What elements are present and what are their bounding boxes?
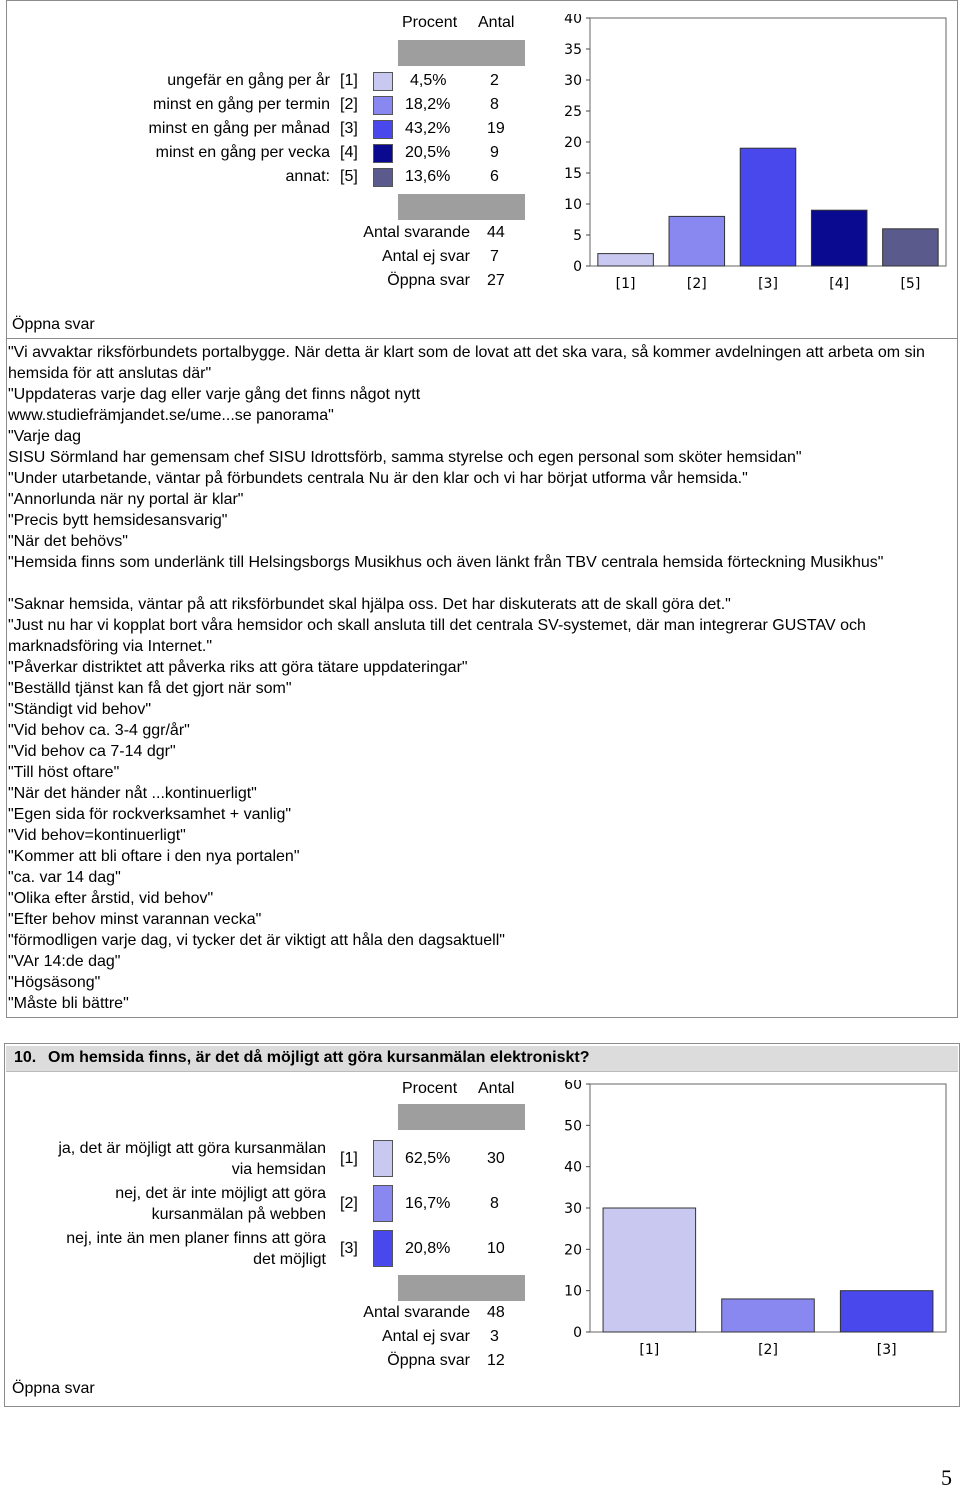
y-tick-label: 5 — [573, 228, 582, 244]
procent-header: Procent — [402, 14, 458, 31]
y-tick-label: 40 — [564, 14, 582, 27]
open-answer: "När det händer nåt ...kontinuerligt" — [8, 785, 257, 802]
open-answer: "ca. var 14 dag" — [8, 869, 121, 886]
option-percent: 18,2% — [405, 96, 451, 113]
antal-header: Antal — [478, 1080, 515, 1097]
open-answer: www.studiefrämjandet.se/ume...se panorama" — [8, 407, 334, 424]
summary-value: 12 — [487, 1352, 505, 1369]
x-tick-label: [3] — [758, 276, 778, 292]
open-answer: "Påverkar distriktet att påverka riks att göra tätare uppdateringar" — [8, 659, 468, 676]
y-tick-label: 30 — [564, 73, 582, 89]
open-answer: "Måste bli bättre" — [8, 995, 129, 1012]
option-label: nej, det är inte möjligt att göra kursanmälan på webben — [115, 1185, 326, 1223]
y-tick-label: 40 — [564, 1159, 582, 1176]
bar — [598, 254, 654, 266]
color-swatch — [373, 144, 393, 163]
option-count: 19 — [487, 120, 505, 137]
color-swatch — [373, 96, 393, 115]
option-code: [2] — [340, 1195, 358, 1212]
bar — [840, 1291, 933, 1332]
y-tick-label: 10 — [564, 197, 582, 213]
table-top-bar — [398, 40, 525, 66]
y-tick-label: 50 — [564, 1118, 582, 1135]
antal-header: Antal — [478, 14, 515, 31]
x-tick-label: [4] — [829, 276, 850, 292]
summary-value: 27 — [487, 272, 505, 289]
open-answer: "När det behövs" — [8, 533, 128, 550]
open-answer: "förmodligen varje dag, vi tycker det är viktigt att håla den dagsaktuell" — [8, 932, 505, 949]
option-percent: 20,5% — [405, 144, 451, 161]
open-answer: "Vid behov ca. 3-4 ggr/år" — [8, 722, 190, 739]
open-answer: "Just nu har vi kopplat bort våra hemsidor och skall ansluta till det centrala SV-systemet, där man integrerar GUSTAV och marknadsföring via Internet." — [8, 617, 866, 655]
option-count: 8 — [490, 96, 499, 113]
x-tick-label: [1] — [615, 276, 636, 292]
color-swatch — [373, 120, 393, 139]
y-tick-label: 0 — [573, 1325, 582, 1341]
bar — [603, 1208, 696, 1332]
bar — [883, 229, 939, 266]
y-tick-label: 10 — [564, 1283, 582, 1300]
open-answer: "Högsäsong" — [8, 974, 101, 991]
x-tick-label: [2] — [758, 1342, 778, 1358]
option-count: 9 — [490, 144, 499, 161]
option-percent: 62,5% — [405, 1150, 451, 1167]
option-code: [5] — [340, 168, 358, 185]
table-bottom-bar — [398, 194, 525, 220]
open-answer: SISU Sörmland har gemensam chef SISU Idrottsförb, samma styrelse och egen personal som sköter hemsidan" — [8, 449, 802, 466]
y-tick-label: 20 — [564, 1242, 582, 1259]
option-label: annat: — [285, 168, 330, 185]
y-tick-label: 25 — [564, 104, 582, 120]
open-answers-title: Öppna svar — [12, 316, 95, 333]
bar — [811, 210, 867, 266]
question-10-header — [6, 1046, 958, 1072]
option-count: 30 — [487, 1150, 505, 1167]
option-code: [3] — [340, 120, 358, 137]
bar — [669, 216, 725, 266]
summary-value: 48 — [487, 1304, 505, 1321]
summary-label: Antal ej svar — [381, 248, 470, 265]
summary-label: Antal ej svar — [381, 1328, 470, 1345]
option-code: [4] — [340, 144, 358, 161]
open-answer: "Kommer att bli oftare i den nya portalen" — [8, 848, 300, 865]
summary-label: Antal svarande — [363, 1304, 470, 1321]
open-answer: "Efter behov minst varannan vecka" — [8, 911, 262, 928]
option-count: 8 — [490, 1195, 499, 1212]
option-count: 2 — [490, 72, 499, 89]
open-answer: "Annorlunda när ny portal är klar" — [8, 491, 244, 508]
option-code: [3] — [340, 1240, 358, 1257]
question-text: Om hemsida finns, är det då möjligt att göra kursanmälan elektroniskt? — [48, 1049, 590, 1066]
option-label: minst en gång per vecka — [155, 144, 330, 161]
color-swatch — [373, 1230, 393, 1267]
y-tick-label: 35 — [564, 42, 582, 58]
option-percent: 43,2% — [405, 120, 451, 137]
summary-value: 7 — [490, 248, 499, 265]
summary-label: Öppna svar — [387, 272, 470, 289]
option-label: ungefär en gång per år — [167, 72, 330, 89]
color-swatch — [373, 72, 393, 91]
question-number: 10. — [14, 1049, 37, 1066]
open-answer: "Under utarbetande, väntar på förbundets centrala Nu är den klar och vi har börjat utforma vår hemsida." — [8, 470, 748, 487]
x-tick-label: [1] — [639, 1342, 660, 1358]
option-code: [1] — [340, 1150, 358, 1167]
open-answer: "Vi avvaktar riksförbundets portalbygge. När detta är klart som de lovat att det ska vara, så kommer avdelningen att arbeta om sin hemsida för att anslutas där" — [8, 344, 925, 382]
option-label: minst en gång per månad — [148, 120, 330, 137]
y-tick-label: 0 — [573, 259, 582, 275]
x-tick-label: [3] — [876, 1342, 897, 1358]
color-swatch — [373, 168, 393, 187]
open-answer: "VAr 14:de dag" — [8, 953, 121, 970]
y-tick-label: 30 — [564, 1201, 582, 1217]
option-label: ja, det är möjligt att göra kursanmälan via hemsidan — [58, 1140, 326, 1178]
color-swatch — [373, 1140, 393, 1177]
open-answer: "Saknar hemsida, väntar på att riksförbundet skal hjälpa oss. Det har diskuterats att de skall göra det." — [8, 596, 731, 613]
x-tick-label: [2] — [686, 276, 707, 292]
x-tick-label: [5] — [900, 276, 921, 292]
page-number: 5 — [941, 1465, 952, 1490]
table-top-bar — [398, 1104, 525, 1130]
y-tick-label: 15 — [564, 166, 582, 182]
summary-labels — [0, 224, 470, 296]
open-answer: "Precis bytt hemsidesansvarig" — [8, 512, 228, 529]
bar — [740, 148, 796, 266]
open-answer: "Till höst oftare" — [8, 764, 120, 781]
open-answer: "Olika efter årstid, vid behov" — [8, 890, 214, 907]
option-label: nej, inte än men planer finns att göra det möjligt — [66, 1230, 326, 1268]
summary-label: Antal svarande — [363, 224, 470, 241]
open-answers-title: Öppna svar — [12, 1380, 95, 1397]
summary-label: Öppna svar — [387, 1352, 470, 1369]
answer-options — [0, 1138, 326, 1270]
summary-value: 3 — [490, 1328, 499, 1345]
option-count: 10 — [487, 1240, 505, 1257]
answer-options — [0, 72, 330, 192]
option-code: [1] — [340, 72, 358, 89]
open-answer: "Egen sida för rockverksamhet + vanlig" — [8, 806, 292, 823]
bar-chart-q9 — [530, 14, 950, 304]
table-bottom-bar — [398, 1275, 525, 1301]
y-tick-label: 60 — [564, 1080, 582, 1093]
option-percent: 20,8% — [405, 1240, 451, 1257]
summary-value: 44 — [487, 224, 505, 241]
y-tick-label: 20 — [564, 135, 582, 151]
option-code: [2] — [340, 96, 358, 113]
open-answer: "Uppdateras varje dag eller varje gång det finns något nytt — [8, 386, 421, 403]
procent-header: Procent — [402, 1080, 458, 1097]
bar-chart-q10 — [530, 1080, 950, 1370]
option-percent: 13,6% — [405, 168, 451, 185]
open-answer: "Ständigt vid behov" — [8, 701, 152, 718]
option-percent: 4,5% — [410, 72, 447, 89]
summary-labels — [0, 1304, 470, 1376]
open-answer: "Varje dag — [8, 428, 81, 445]
option-count: 6 — [490, 168, 499, 185]
bar — [722, 1299, 815, 1332]
open-answer: "Vid behov ca 7-14 dgr" — [8, 743, 176, 760]
option-label: minst en gång per termin — [153, 96, 330, 113]
option-percent: 16,7% — [405, 1195, 451, 1212]
open-answer: "Hemsida finns som underlänk till Helsingsborgs Musikhus och även länkt från TBV centrala hemsida förteckning Musikhus" — [8, 554, 884, 571]
open-answer: "Beställd tjänst kan få det gjort när som" — [8, 680, 292, 697]
color-swatch — [373, 1185, 393, 1222]
open-answer: "Vid behov=kontinuerligt" — [8, 827, 186, 844]
